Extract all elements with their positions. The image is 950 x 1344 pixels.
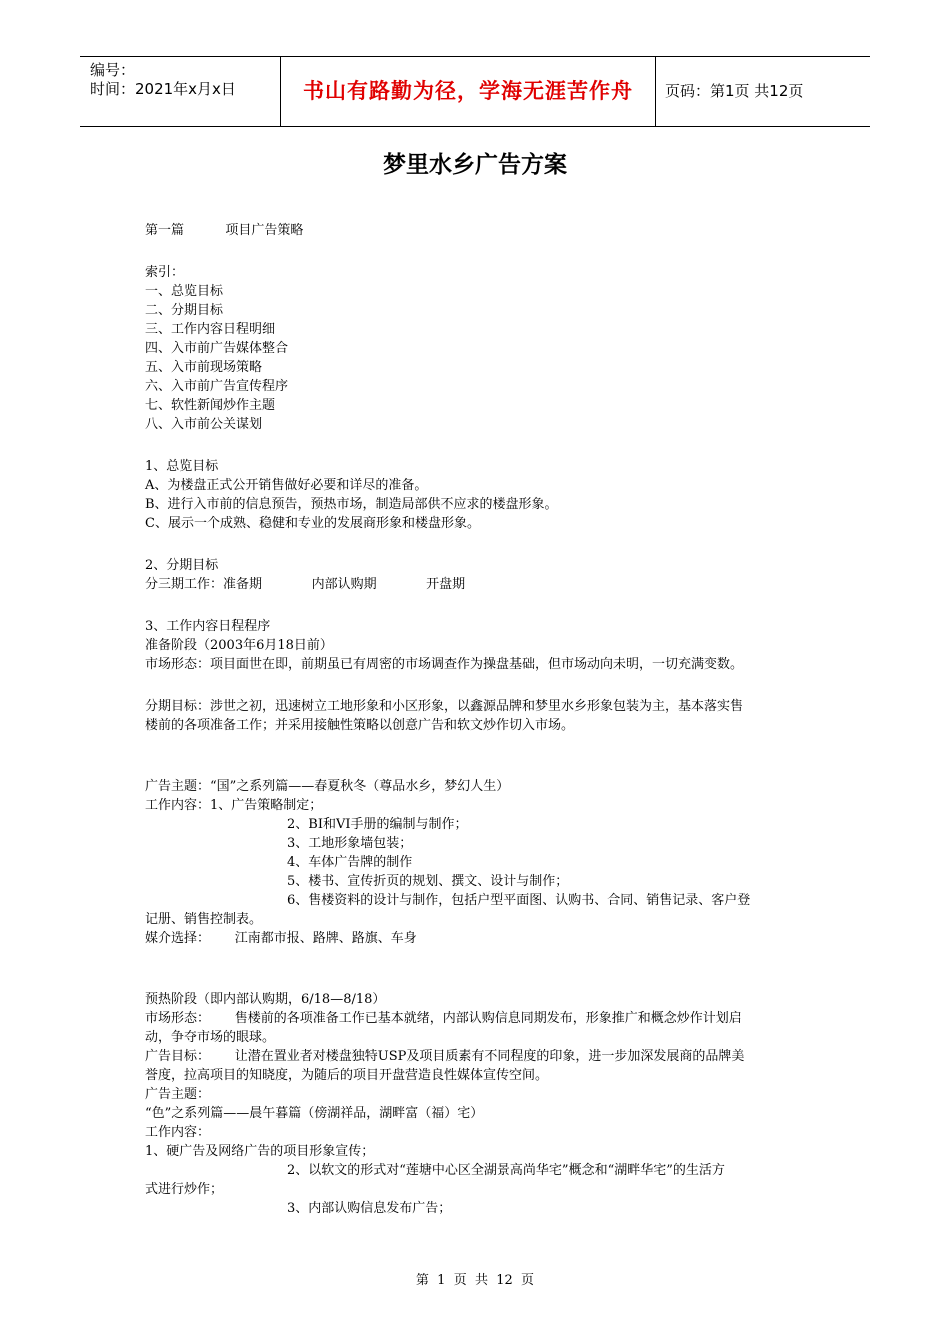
index-item: 七、软性新闻炒作主题 bbox=[145, 398, 276, 413]
section-heading: 2、分期目标 bbox=[145, 558, 219, 573]
index-item: 二、分期目标 bbox=[145, 303, 224, 318]
text-line: 3、内部认购信息发布广告； bbox=[287, 1201, 452, 1216]
text-line: 1、硬广告及网络广告的项目形象宣传； bbox=[145, 1144, 375, 1159]
number-label: 编号： bbox=[90, 61, 136, 79]
section-heading: 1、总览目标 bbox=[145, 459, 219, 474]
index-item: 三、工作内容日程明细 bbox=[145, 322, 276, 337]
text-line: “色”之系列篇——晨午暮篇（傍湖祥品，湖畔富（福）宅） bbox=[145, 1106, 484, 1121]
text-line: 动，争夺市场的眼球。 bbox=[145, 1030, 276, 1045]
text-line: 工作内容：1、广告策略制定； bbox=[145, 798, 323, 813]
index-heading: 索引： bbox=[145, 265, 185, 280]
index-item: 一、总览目标 bbox=[145, 284, 224, 299]
chapter-heading: 第一篇 项目广告策略 bbox=[145, 223, 304, 238]
text-line: 工作内容： bbox=[145, 1125, 211, 1140]
text-line: 广告主题：“国”之系列篇——春夏秋冬（尊品水乡，梦幻人生） bbox=[145, 779, 510, 794]
text-line: 预热阶段（即内部认购期，6/18—8/18） bbox=[145, 992, 386, 1007]
text-line: A、为楼盘正式公开销售做好必要和详尽的准备。 bbox=[145, 478, 428, 493]
section-heading: 3、工作内容日程程序 bbox=[145, 619, 271, 634]
text-line: 式进行炒作； bbox=[145, 1182, 224, 1197]
text-line: 市场形态：项目面世在即，前期虽已有周密的市场调查作为操盘基础，但市场动向未明，一切充满变数。 bbox=[145, 657, 744, 672]
text-line: 分期目标：涉世之初，迅速树立工地形象和小区形象，以鑫源品牌和梦里水乡形象包装为主，基本落实售 bbox=[145, 699, 744, 714]
text-line: 分三期工作：准备期 内部认购期 开盘期 bbox=[145, 577, 466, 592]
text-line: 记册、销售控制表。 bbox=[145, 912, 263, 927]
index-item: 六、入市前广告宣传程序 bbox=[145, 379, 289, 394]
text-line: 准备阶段（2003年6月18日前） bbox=[145, 638, 333, 653]
text-line: 广告目标： 让潜在置业者对楼盘独特USP及项目质素有不同程度的印象，进一步加深发展商的品牌美 bbox=[145, 1049, 745, 1064]
page-info: 页码：第1页 共12页 bbox=[665, 82, 804, 100]
text-line: 楼前的各项准备工作；并采用接触性策略以创意广告和软文炒作切入市场。 bbox=[145, 718, 575, 733]
text-line: 6、售楼资料的设计与制作，包括户型平面图、认购书、合同、销售记录、客户登 bbox=[287, 893, 751, 908]
header-page-cell bbox=[655, 57, 870, 126]
text-line: 5、楼书、宣传折页的规划、撰文、设计与制作； bbox=[287, 874, 569, 889]
time-label: 时间：2021年x月x日 bbox=[90, 80, 236, 98]
index-item: 四、入市前广告媒体整合 bbox=[145, 341, 289, 356]
text-line: B、进行入市前的信息预告，预热市场，制造局部供不应求的楼盘形象。 bbox=[145, 497, 558, 512]
text-line: 市场形态： 售楼前的各项准备工作已基本就绪，内部认购信息同期发布，形象推广和概念炒作计划启 bbox=[145, 1011, 742, 1026]
index-item: 五、入市前现场策略 bbox=[145, 360, 263, 375]
text-line: 3、工地形象墙包装； bbox=[287, 836, 413, 851]
document-title: 梦里水乡广告方案 bbox=[383, 152, 567, 178]
page-footer: 第 1 页 共 12 页 bbox=[415, 1273, 535, 1288]
text-line: 广告主题： bbox=[145, 1087, 211, 1102]
header-meta bbox=[80, 57, 280, 126]
text-line: 誉度，拉高项目的知晓度，为随后的项目开盘营造良性媒体宣传空间。 bbox=[145, 1068, 549, 1083]
index-item: 八、入市前公关谋划 bbox=[145, 417, 263, 432]
text-line: C、展示一个成熟、稳健和专业的发展商形象和楼盘形象。 bbox=[145, 516, 480, 531]
text-line: 媒介选择： 江南都市报、路牌、路旗、车身 bbox=[145, 931, 417, 946]
text-line: 2、BI和VI手册的编制与制作； bbox=[287, 817, 468, 832]
text-line: 2、以软文的形式对“莲塘中心区全湖景高尚华宅”概念和“湖畔华宅”的生活方 bbox=[287, 1163, 725, 1178]
header-motto-cell bbox=[280, 57, 656, 126]
text-line: 4、车体广告牌的制作 bbox=[287, 855, 413, 870]
document-header bbox=[80, 56, 870, 127]
motto: 书山有路勤为径，学海无涯苦作舟 bbox=[303, 79, 633, 103]
